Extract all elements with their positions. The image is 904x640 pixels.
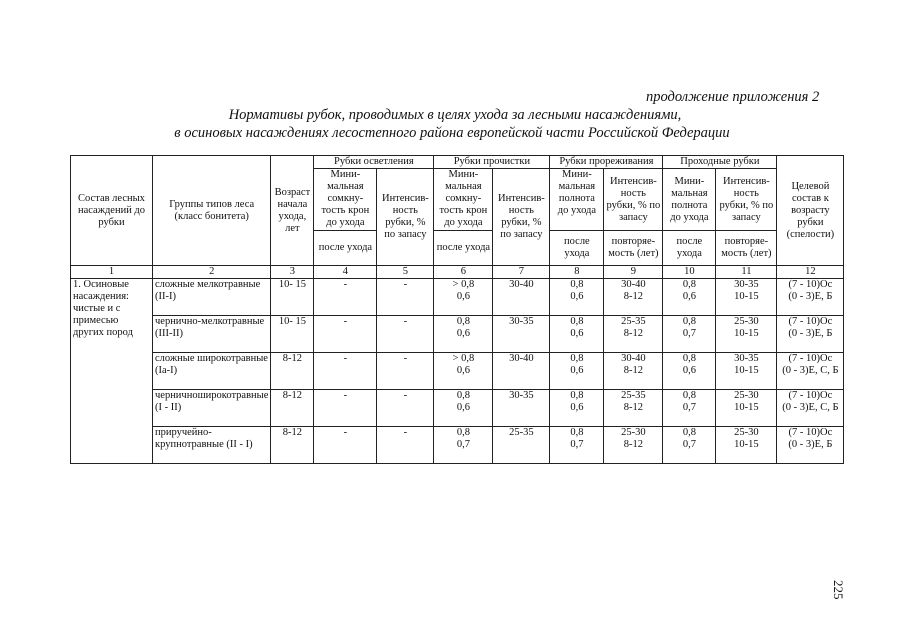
col-number: 8: [550, 266, 604, 279]
section-label: 1. Осиновые насаждения: чистые и с примесью других пород: [71, 279, 153, 464]
cell-c12: (7 - 10)Ос (0 - 3)Е, Б: [777, 427, 844, 464]
forest-group-cell: чернично-мелкотравные (III-II): [153, 316, 271, 353]
header-c5: Интенсив-ность рубки, % по запасу: [377, 169, 434, 266]
cell-c8: 0,8 0,6: [550, 316, 604, 353]
header-group-prochistki: Рубки прочистки: [434, 156, 550, 169]
cell-c4: -: [314, 390, 377, 427]
cell-c6: 0,8 0,6: [434, 390, 493, 427]
cell-c9: 30-40 8-12: [604, 353, 663, 390]
cell-c7: 30-40: [493, 279, 550, 316]
table-row: [71, 427, 844, 464]
column-numbers-row: [71, 266, 844, 279]
header-c4a: Мини-мальная сомкну-тость крон до ухода: [314, 169, 377, 231]
cell-c9: 25-35 8-12: [604, 390, 663, 427]
cell-c6: 0,8 0,6: [434, 316, 493, 353]
col-number: 3: [271, 266, 314, 279]
cell-c7: 30-35: [493, 316, 550, 353]
col-number: 1: [71, 266, 153, 279]
start-age-cell: 8-12: [271, 390, 314, 427]
col-number: 6: [434, 266, 493, 279]
cell-c8: 0,8 0,6: [550, 390, 604, 427]
norms-table: [70, 155, 844, 464]
header-target-composition: Целевой состав к возрасту рубки (спелости): [777, 156, 844, 266]
header-c8a: Мини-мальная полнота до ухода: [550, 169, 604, 231]
table-row: [71, 279, 844, 316]
cell-c5: -: [377, 353, 434, 390]
cell-c8: 0,8 0,7: [550, 427, 604, 464]
header-c7: Интенсив-ность рубки, % по запасу: [493, 169, 550, 266]
cell-c11: 25-30 10-15: [716, 316, 777, 353]
col-number: 2: [153, 266, 271, 279]
cell-c10: 0,8 0,7: [663, 427, 716, 464]
start-age-cell: 10- 15: [271, 316, 314, 353]
col-number: 4: [314, 266, 377, 279]
header-c11a: Интенсив-ность рубки, % по запасу: [716, 169, 777, 231]
cell-c5: -: [377, 316, 434, 353]
forest-group-cell: черничноширокотравные (I - II): [153, 390, 271, 427]
cell-c10: 0,8 0,7: [663, 390, 716, 427]
col-number: 7: [493, 266, 550, 279]
header-group-osvetleniya: Рубки осветления: [314, 156, 434, 169]
forest-group-cell: сложные широкотравные (Ia-I): [153, 353, 271, 390]
cell-c9: 30-40 8-12: [604, 279, 663, 316]
col-number: 12: [777, 266, 844, 279]
page-number: 225: [831, 580, 846, 600]
appendix-label: продолжение приложения 2: [646, 89, 820, 105]
cell-c4: -: [314, 427, 377, 464]
col-number: 10: [663, 266, 716, 279]
cell-c4: -: [314, 353, 377, 390]
header-group-prorezhivaniya: Рубки прореживания: [550, 156, 663, 169]
table-row: [71, 316, 844, 353]
header-c11b: повторяе-мость (лет): [716, 231, 777, 266]
table-title-line1: Нормативы рубок, проводимых в целях ухода за лесными насаждениями,: [228, 107, 682, 123]
cell-c8: 0,8 0,6: [550, 279, 604, 316]
header-c10a: Мини-мальная полнота до ухода: [663, 169, 716, 231]
cell-c5: -: [377, 390, 434, 427]
col-number: 9: [604, 266, 663, 279]
cell-c4: -: [314, 279, 377, 316]
cell-c8: 0,8 0,6: [550, 353, 604, 390]
cell-c11: 30-35 10-15: [716, 279, 777, 316]
forest-group-cell: приручейно-крупнотравные (II - I): [153, 427, 271, 464]
cell-c7: 30-40: [493, 353, 550, 390]
table-title-line2: в осиновых насаждениях лесостепного района европейской части Российской Федерации: [174, 125, 730, 141]
col-number: 5: [377, 266, 434, 279]
header-c6b: после ухода: [434, 231, 493, 266]
cell-c12: (7 - 10)Ос (0 - 3)Е, Б: [777, 316, 844, 353]
cell-c11: 25-30 10-15: [716, 390, 777, 427]
header-c10b: после ухода: [663, 231, 716, 266]
cell-c10: 0,8 0,6: [663, 279, 716, 316]
cell-c12: (7 - 10)Ос (0 - 3)Е, С, Б: [777, 390, 844, 427]
col-number: 11: [716, 266, 777, 279]
cell-c10: 0,8 0,7: [663, 316, 716, 353]
cell-c5: -: [377, 427, 434, 464]
cell-c12: (7 - 10)Ос (0 - 3)Е, С, Б: [777, 353, 844, 390]
cell-c6: > 0,8 0,6: [434, 279, 493, 316]
cell-c9: 25-30 8-12: [604, 427, 663, 464]
header-composition: Состав лесных насаждений до рубки: [71, 156, 153, 266]
header-c9a: Интенсив-ность рубки, % по запасу: [604, 169, 663, 231]
cell-c5: -: [377, 279, 434, 316]
cell-c11: 25-30 10-15: [716, 427, 777, 464]
cell-c6: 0,8 0,7: [434, 427, 493, 464]
table-row: [71, 353, 844, 390]
cell-c6: > 0,8 0,6: [434, 353, 493, 390]
cell-c11: 30-35 10-15: [716, 353, 777, 390]
header-c4b: после ухода: [314, 231, 377, 266]
cell-c4: -: [314, 316, 377, 353]
table-row: [71, 390, 844, 427]
header-c6a: Мини-мальная сомкну-тость крон до ухода: [434, 169, 493, 231]
header-c9b: повторяе-мость (лет): [604, 231, 663, 266]
cell-c12: (7 - 10)Ос (0 - 3)Е, Б: [777, 279, 844, 316]
header-group-prokhodnye: Проходные рубки: [663, 156, 777, 169]
header-c8b: после ухода: [550, 231, 604, 266]
start-age-cell: 8-12: [271, 353, 314, 390]
start-age-cell: 8-12: [271, 427, 314, 464]
cell-c9: 25-35 8-12: [604, 316, 663, 353]
cell-c10: 0,8 0,6: [663, 353, 716, 390]
start-age-cell: 10- 15: [271, 279, 314, 316]
header-start-age: Возраст начала ухода, лет: [271, 156, 314, 266]
header-forest-groups: Группы типов леса (класс бонитета): [153, 156, 271, 266]
cell-c7: 30-35: [493, 390, 550, 427]
cell-c7: 25-35: [493, 427, 550, 464]
forest-group-cell: сложные мелкотравные (II-I): [153, 279, 271, 316]
